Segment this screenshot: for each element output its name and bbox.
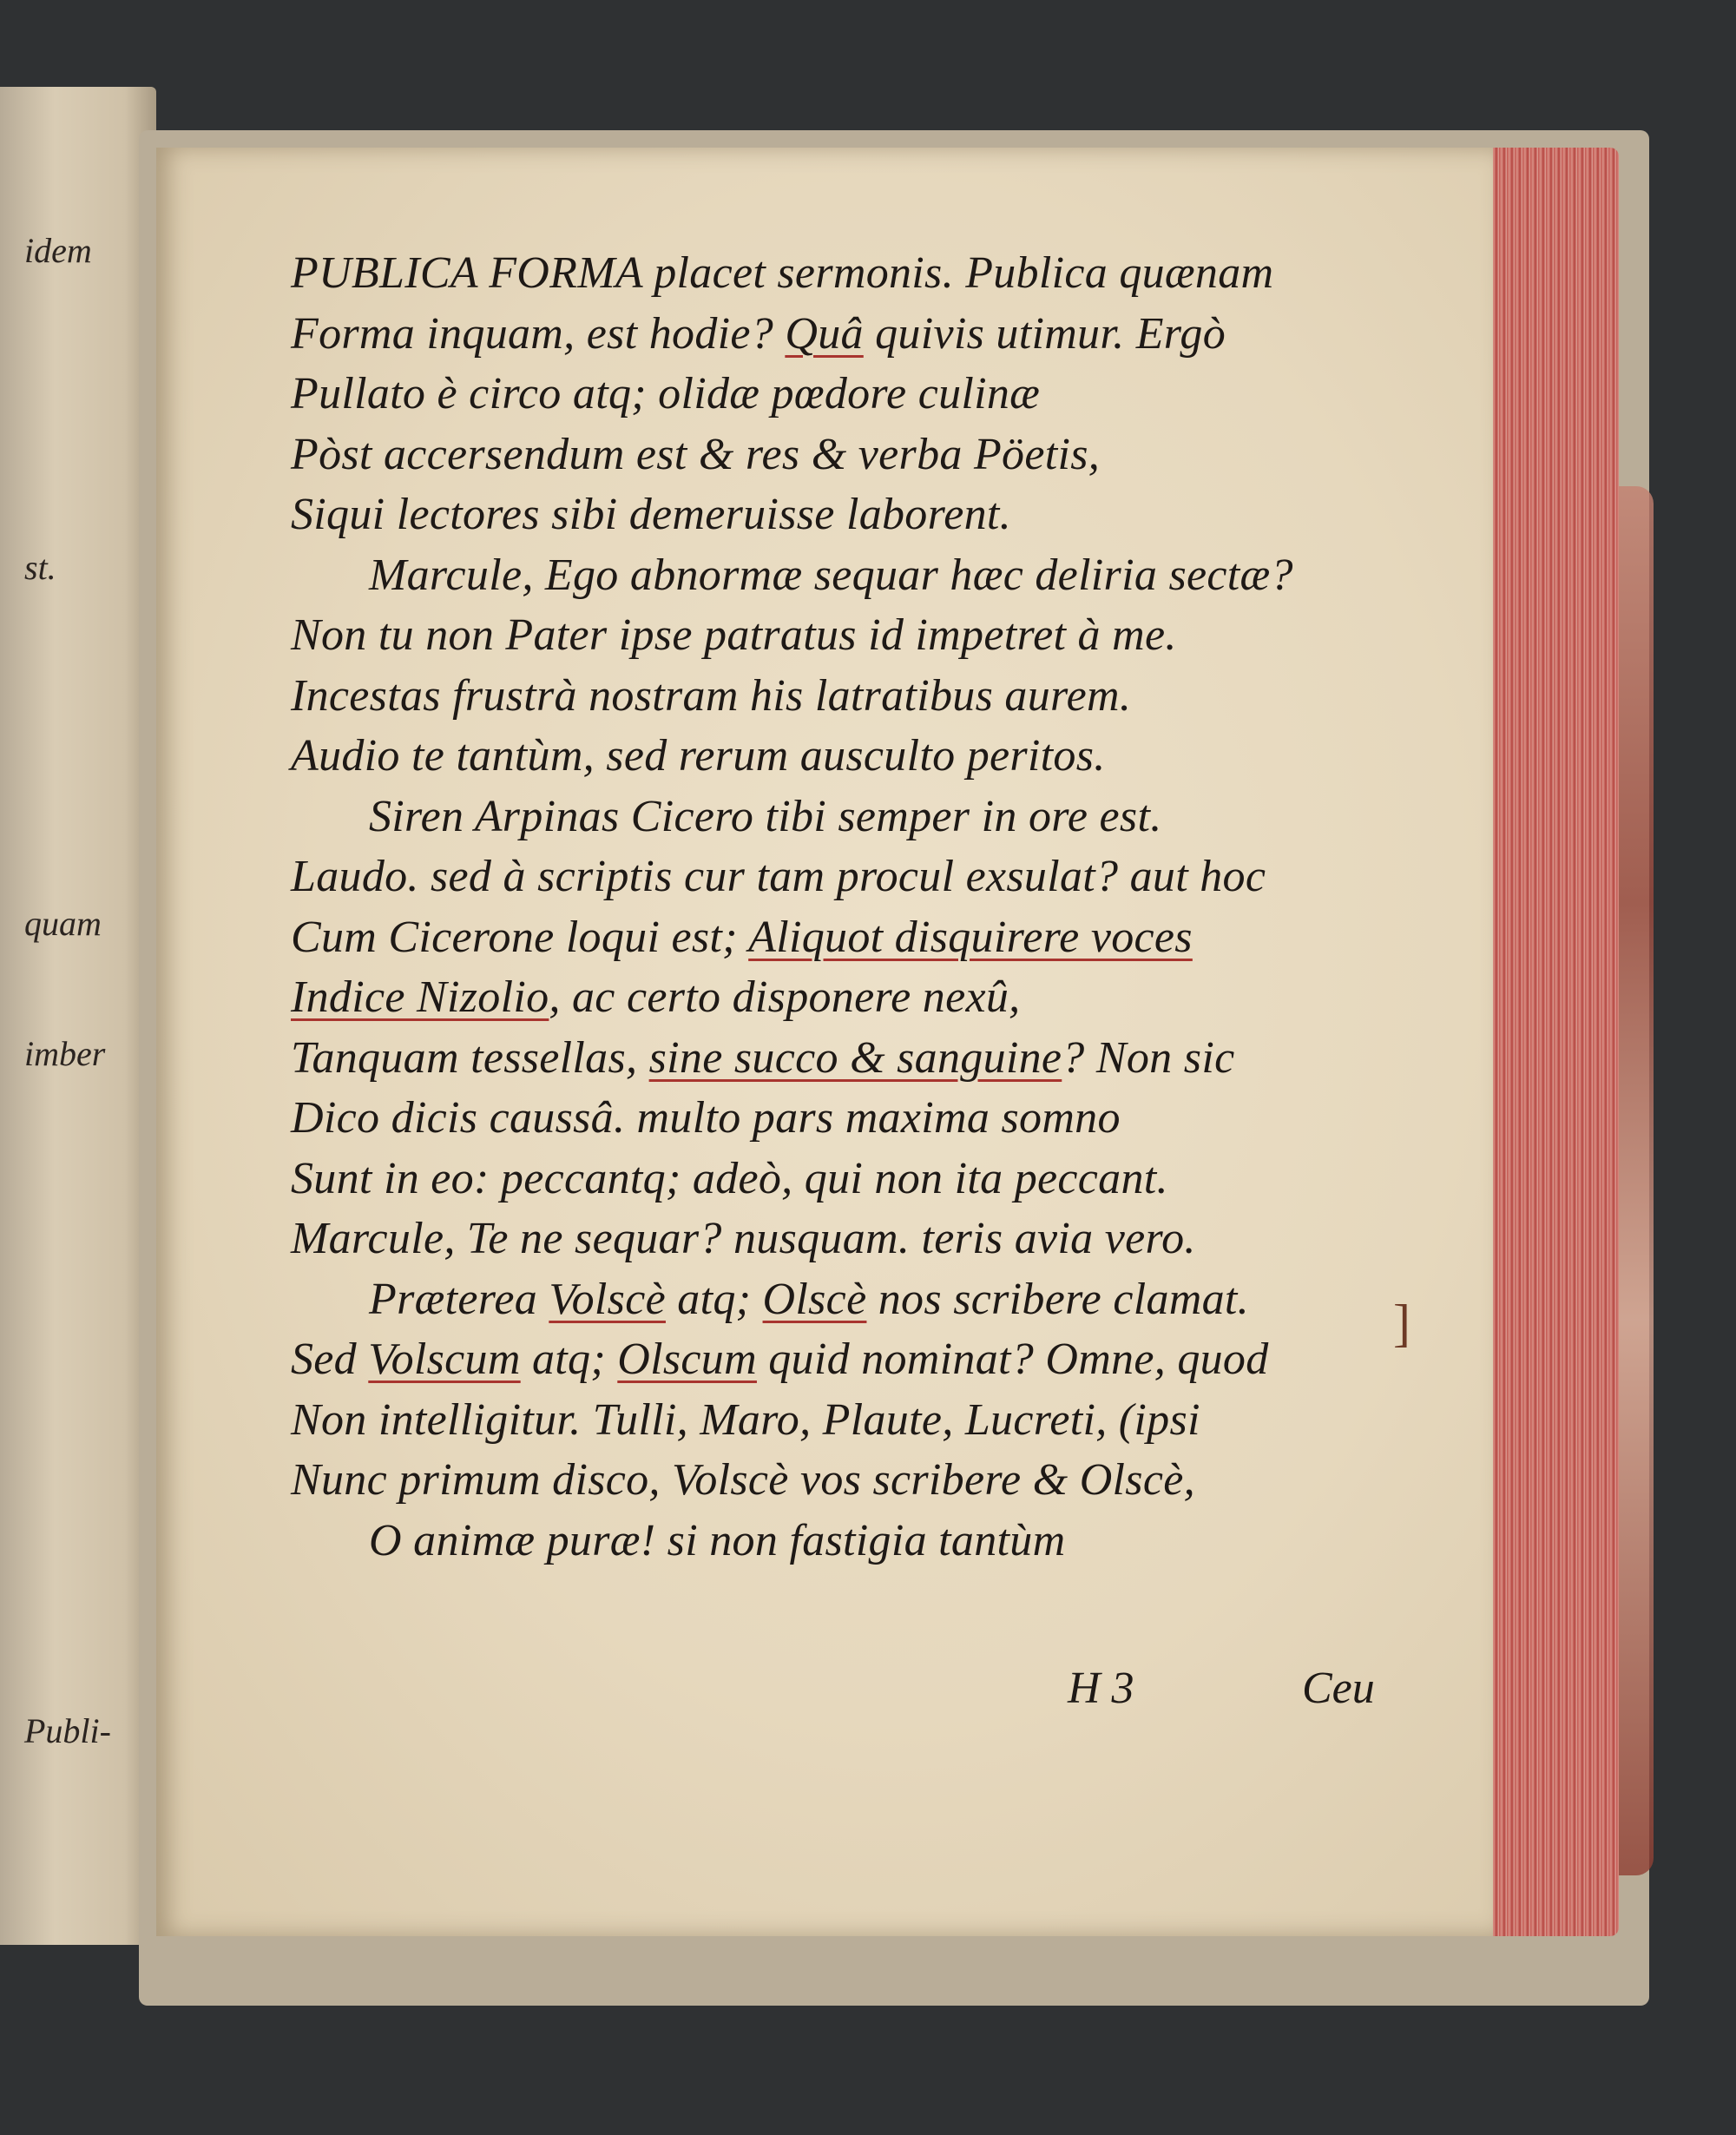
text-line xyxy=(291,1269,1506,1330)
signature-mark: H 3 xyxy=(1068,1664,1134,1713)
text-line xyxy=(291,425,1506,485)
text-segment: Pullato è circo atq; olidæ pœdore culinæ xyxy=(291,369,1041,418)
underlined-phrase: Olscè xyxy=(762,1274,867,1324)
text-segment: Sed xyxy=(291,1334,369,1384)
text-segment: Laudo. sed à scriptis cur tam procul exsulat? aut hoc xyxy=(291,852,1266,901)
margin-annotation: ] xyxy=(1393,1295,1410,1352)
text-segment: PUBLICA FORMA placet sermonis. Publica quænam xyxy=(291,248,1274,298)
underlined-phrase: Indice Nizolio xyxy=(291,972,549,1022)
underlined-phrase: Volscè xyxy=(549,1274,666,1324)
underlined-phrase: Volscum xyxy=(368,1334,521,1384)
text-line xyxy=(291,666,1506,727)
text-segment: Præterea xyxy=(369,1274,549,1324)
text-segment: Pòst accersendum est & res & verba Pöetis, xyxy=(291,429,1101,479)
text-segment: Audio te tantùm, sed rerum ausculto peritos. xyxy=(291,731,1106,781)
text-line xyxy=(291,1209,1506,1269)
text-line xyxy=(291,243,1506,304)
text-segment: Sunt in eo: peccantq; adeò, qui non ita peccant. xyxy=(291,1153,1168,1203)
text-line xyxy=(291,787,1506,847)
text-line xyxy=(291,907,1506,968)
text-line xyxy=(291,1329,1506,1390)
text-segment: ? Non sic xyxy=(1062,1032,1235,1083)
text-segment: O animæ puræ! si non fastigia tantùm xyxy=(369,1515,1066,1565)
text-segment: Cum Cicerone loqui est; xyxy=(291,912,749,962)
text-segment: , ac certo disponere nexû, xyxy=(549,972,1021,1022)
text-line xyxy=(291,364,1506,425)
text-segment: atq; xyxy=(665,1274,763,1324)
left-page-fragment: quam xyxy=(24,904,102,943)
text-line xyxy=(291,967,1506,1028)
page-text-block xyxy=(291,243,1506,1571)
text-line xyxy=(291,484,1506,545)
left-page-fragment: st. xyxy=(24,548,56,587)
underlined-phrase: sine succo & sanguine xyxy=(648,1032,1062,1083)
text-segment: Nunc primum disco, Volscè vos scribere & Olscè, xyxy=(291,1455,1195,1505)
text-segment: nos scribere clamat. xyxy=(866,1274,1249,1324)
left-page-fragment: idem xyxy=(24,231,92,270)
text-segment: Non tu non Pater ipse patratus id impetret à me. xyxy=(291,610,1177,660)
text-line xyxy=(291,1390,1506,1451)
text-line xyxy=(291,1149,1506,1209)
underlined-phrase: Aliquot disquirere voces xyxy=(748,912,1193,962)
text-segment: quivis utimur. Ergò xyxy=(863,308,1226,359)
text-line xyxy=(291,847,1506,907)
text-line xyxy=(291,1450,1506,1511)
text-line xyxy=(291,304,1506,365)
text-segment: Siqui lectores sibi demeruisse laborent. xyxy=(291,490,1011,539)
text-line xyxy=(291,726,1506,787)
text-segment: Marcule, Ego abnormæ sequar hæc deliria sectæ? xyxy=(369,550,1293,600)
left-page-fragment: Publi- xyxy=(24,1711,111,1750)
text-line xyxy=(291,545,1506,606)
text-line xyxy=(291,1088,1506,1149)
text-segment: Forma inquam, est hodie? xyxy=(291,308,786,359)
underlined-phrase: Quâ xyxy=(785,308,864,359)
text-segment: Incestas frustrà nostram his latratibus aurem. xyxy=(291,670,1132,721)
text-segment: Marcule, Te ne sequar? nusquam. teris avia vero. xyxy=(291,1214,1196,1263)
underlined-phrase: Olscum xyxy=(617,1334,757,1384)
left-page-fragment: imber xyxy=(24,1034,106,1073)
text-line xyxy=(291,1028,1506,1089)
text-segment: Dico dicis caussâ. multo pars maxima somno xyxy=(291,1093,1121,1143)
text-line xyxy=(291,1511,1506,1572)
book-page xyxy=(156,148,1493,1936)
text-line xyxy=(291,605,1506,666)
text-segment: Siren Arpinas Cicero tibi semper in ore est. xyxy=(369,791,1162,841)
left-page xyxy=(0,87,156,1945)
text-segment: atq; xyxy=(520,1334,618,1384)
text-segment: Non intelligitur. Tulli, Maro, Plaute, Lucreti, (ipsi xyxy=(291,1394,1200,1445)
text-segment: quid nominat? Omne, quod xyxy=(756,1334,1269,1384)
text-segment: Tanquam tessellas, xyxy=(291,1032,649,1083)
catchword: Ceu xyxy=(1302,1664,1375,1713)
